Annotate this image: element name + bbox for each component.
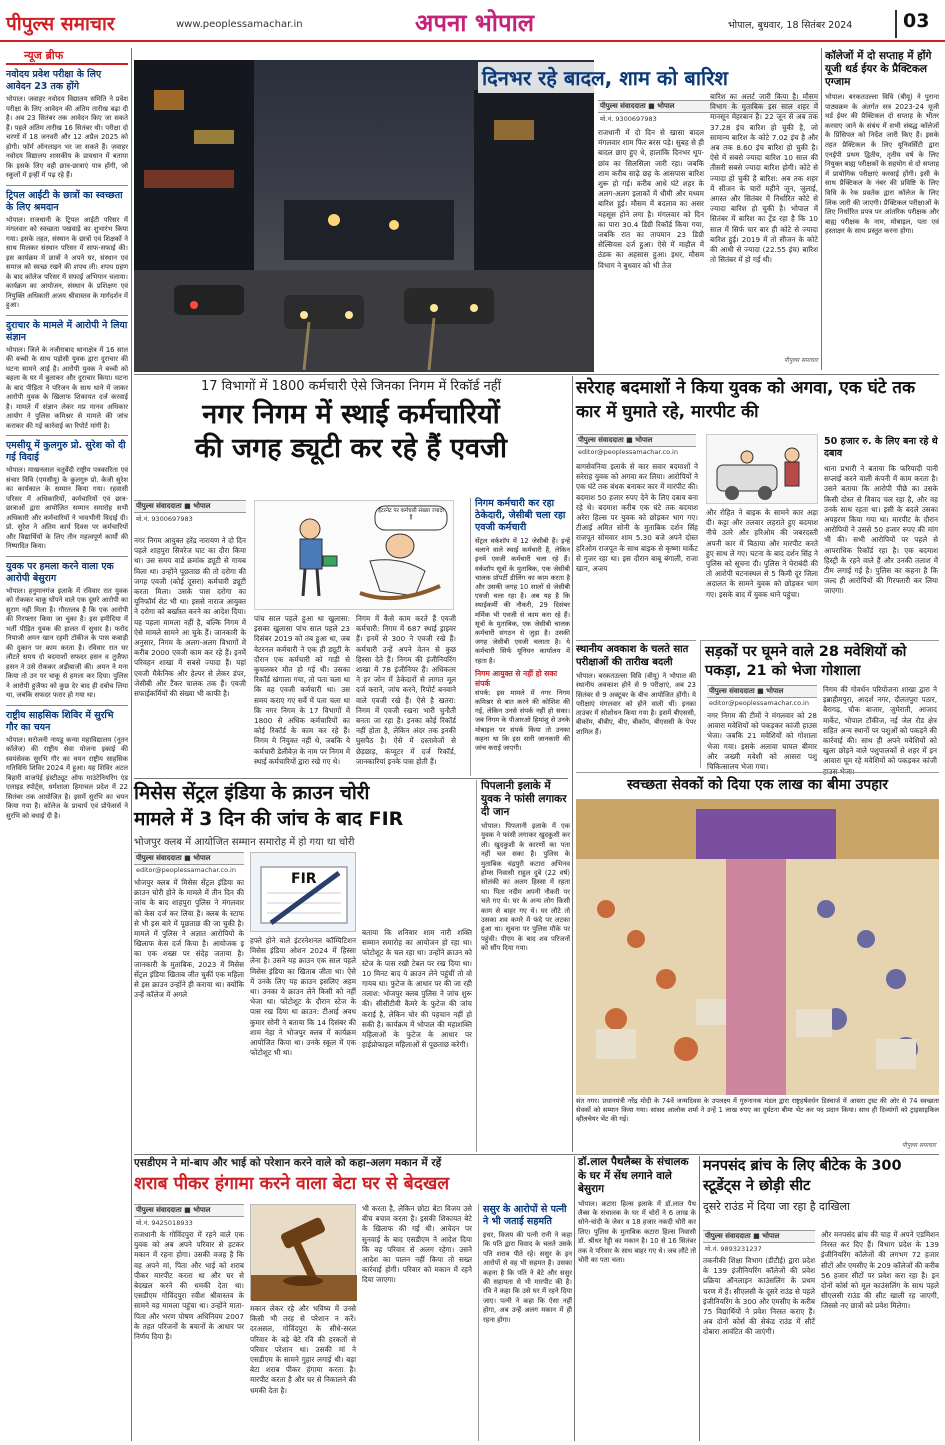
crown-byline: पीपुल्स संवाददाता ■ भोपाल (134, 852, 244, 865)
brief-item (6, 69, 128, 181)
rain-night-photo (134, 60, 594, 372)
crown-headline-2: मामले में 3 दिन की जांच के बाद FIR (134, 808, 404, 830)
holiday-article (576, 640, 696, 768)
weather-article (598, 92, 818, 370)
drunk-son-col-3: भी करता है, लेकिन छोटा बेटा विजय उसे बीच बचाव करता है। इसकी शिकायत बेटे के खिलाफ की गई थी। आवेदन पर सुनवाई के बाद एसडीएम ने आदेश दिया कि वह परिवार से अलग रहेगा। उसने आदेश का पालन नहीं किया तो सख्त कार्रवाई होगी। परिवार को मकान में रहने दिया जाएगा। (362, 1204, 472, 1285)
brief-title: नवोदय प्रवेश परीक्षा के लिए आवेदन 23 तक होंगे (6, 69, 102, 92)
brief-body: भोपाल। सरोजनी नायडू कन्या महाविद्यालय (नूतन कॉलेज) की राष्ट्रीय सेवा योजना इकाई की स्वयंसेवक सुरभि गौर का चयन राष्ट्रीय साहसिक गतिविधि शिविर 2024 में हुआ। यह शिविर अटल बिहारी वाजपेई इंस्टीट्यूट ऑफ माउंटेनियरिंग एंड एलाइड स्पोर्ट्स, धर्मशाला हिमाचल प्रदेश में 22 सितंबर तक आयोजित है। इसमें सुरभि का चयन किया गया है। कॉलेज के प्राचार्य एवं प्रोफेसर्स ने सुरभि को बधाई दी है। (6, 735, 128, 820)
brief-item (6, 705, 128, 822)
brief-body: भोपाल। हनुमानगंज इलाके में रविवार रात युवक को रोककर चाकू घोंपने वाले एक दूसरे आरोपी का सुराग नहीं मिला है। गौरतलब है कि एक आरोपी की गिरफ्तार किया जा चुका है। इस हमीदिया में भर्ती पीड़ित युवक की हालत में सुधार है। फरोद नियाजी अमन खान रहमी टॉकीज के पास कबाड़ी की दुकान पर काम करता है। रविवार रात घर लौटते समय दो बदमाशों सफदर हसन व तुजैफा हसन ने उसे रोककर अड़ीबाजी की। अमन ने मना किया तो उन पर चाकू से हमला कर दिया। पुलिस ने आरोपी हुजैफा को कुछ देर बाद ही दबोच लिया था, जबकि सफदर फरार हो गया था। (6, 586, 128, 699)
crown-subhead: भोजपुर क्लब में आयोजित सम्मान समारोह में हो गया था चोरी (134, 837, 355, 848)
holiday-headline: स्थानीय अवकाश के चलते सात परीक्षाओं की तारीख बदली (576, 644, 689, 668)
exam-headline: कॉलेजों में दो सप्ताह में होंगे यूजी थर्ड ईयर के प्रैक्टिकल एग्जाम (825, 50, 932, 88)
gavel-graphic (250, 1204, 356, 1300)
news-brief-tag: न्यूज ब्रीफ (6, 48, 128, 65)
page-number: 03 (895, 10, 939, 38)
cartoon (254, 500, 454, 610)
cattle-byline: पीपुल्स संवाददाता ■ भोपाल (707, 685, 817, 698)
in-law-headline: ससुर के आरोपों से पत्नी ने भी जताई सहमति (483, 1204, 567, 1227)
brief-item (6, 185, 128, 311)
jcb-sidebar (470, 498, 570, 776)
crown-headline-1: मिसेस सेंट्रल इंडिया के क्राउन चोरी (134, 782, 370, 804)
crowd-illustration (576, 799, 939, 1095)
brief-body: भोपाल। माखनलाल चतुर्वेदी राष्ट्रीय पत्रकारिता एवं संचार विवि (एमसीयू) के कुलगुरु प्रो. केजी सुरेश का कार्यकाल के सम्मान किया गया। रहवासी परिसर में अधिकारियों, कर्मचारियों एवं छात्र-छात्राओं द्वारा आयोजित सम्मान समारोह सभी अधिकारी और कर्मचारियों ने भावभीनी विदाई दी। प्रो. सुरेश ने अंतिम कार्य दिवस पर कर्मचारियों और विद्यार्थियों के लिए तीन महत्वपूर्ण कार्यों की निष्पादित किया। (6, 466, 128, 550)
crown-email: editor@peoplessamachar.co.in (136, 866, 236, 874)
drunk-son-col-2: मकान लेकर रहे और भविष्य में उनसे किसी भी तरह से परेशान न करें। दरअसल, गोविंदपुरा के सीधे-सरल परिवार के बड़े बेटे रवि की हरकतों से परिवार परेशान था। उसकी मां ने एसडीएम के सामने गुहार लगाई थी। बड़ा बेटा शराब पीकर हंगामा करता है। मारपीट करता है और घर से निकालने की धमकी देता है। (250, 1304, 356, 1395)
btech-col-2: और मनपसंद ब्रांच की चाह में अपने एडमिशन निरस्त कर दिए हैं। विभाग प्रदेश के 139 इंजीनियरिंग कॉलेजों की लगभग 72 हजार सीटों और एमसीए के 209 कॉलेजों की करीब 56 हजार सीटों पर प्रवेश करा रहा है। इन दोनों कोर्स को मूल काउंसलिंग के साथ पहले सीएलसी राउंड की सीट खाली रह जाएगी, जिससे नए छात्रों को प्रवेश मिलेगा। (821, 1230, 939, 1311)
masthead (0, 0, 945, 42)
news-brief-column (6, 48, 128, 1441)
weather-photo-credit: पीपुल्स समाचार (783, 357, 818, 364)
brief-item (6, 556, 128, 701)
nagar-nigam-col-3: निगम में कैसे काम करते हैं एवजी कर्मचारी: निगम में 687 स्थाई ड्राइवर हैं। इनमें से 300 ने एवजी रखे हैं। कर्मचारी उन्हें अपने वेतन से कुछ हिस्सा देते हैं। निगम की इंजीनियरिंग शाखा में 78 इंजीनियर हैं। अधिकतर ने हर जोन में ठेकेदारों से लागत मूल दर्ज कराने, जांच करने, रिपोर्ट बनवाने वाले एवजी रखे हैं। ऐसे है खतरा: निगम में एवजी रखना भारी चुनौती बनता जा रहा है। इनका कोई रिकॉर्ड नहीं होता है, लेकिन अंदर तक इनकी घुसपैठ है। ऐसे में दस्तावेजों से छेड़छाड़, कंप्यूटर में दर्ज रिकॉर्ड, जानकारियां इनके पास होती हैं। (356, 614, 456, 766)
btech-phone: मो.नं. 9893231237 (705, 1245, 762, 1253)
drunk-son-article (134, 1156, 474, 1441)
brief-title: दुराचार के मामले में आरोपी ने लिया संज्ञान (6, 319, 128, 343)
cartoon-speech: ईंटरनेट पर कर्मचारी संख्या ज्यादा है (378, 508, 444, 521)
kidnap-byline: पीपुल्स संवाददाता ■ भोपाल (576, 434, 696, 447)
btech-byline: पीपुल्स संवाददाता ■ भोपाल (703, 1230, 815, 1243)
brief-title: युवक पर हमला करने वाला एक आरोपी बेसुराग (6, 560, 114, 584)
swachh-headline: स्वच्छता सेवकों को दिया एक लाख का बीमा उपहार (626, 777, 889, 793)
drunk-son-col-1: राजधानी के गोविंदपुरा में रहने वाले एक युवक को अब अपने परिवार से हटकर मकान में रहना होगा। उसकी वजह है कि वह अपने मां, पिता और भाई को शराब पीकर मारपीट करता था और घर से बेदखल करने की धमकी देता था। एसडीएम गोविंदपुरा रवीश श्रीवास्तव के सामने यह मामला पहुंचा था। उन्होंने माता-पिता और भरण पोषण अधिनियम 2007 के तहत परिजनों के बयानों के आधार पर निर्णय दिया है। (134, 1230, 244, 1342)
jcb-body: सेंट्रल वर्कशॉप में 12 जेसीबी हैं। इन्हें चलाने वाले स्थाई कर्मचारी हैं, लेकिन इनमें एवजी कर्मचारी चला रहे हैं। वर्कशॉप सूत्रों के मुताबिक, एक जेसीबी चालक प्रॉपर्टी डीलिंग का काम करता है और उसकी जगह 10 सालों से जेसीबी एवजी चला रहा है। अब यह है कि स्थाईकर्मी की नौकरी, 29 दिसंबर मर्मिक भी एवजी से काम करा रहे हैं। सूत्रों के मुताबिक, एक जेसीबी चालक कर्मचारी संगठन से जुड़ा है। उसकी जगह जेसीबी एवजी चलाता है। ये कर्मचारी सिर्फ यूनियन कार्यालय में रहता है। (475, 537, 570, 665)
hang-body: भोपाल। पिपलानी इलाके में एक युवक ने फांसी लगाकर खुदकुशी कर ली। खुदकुशी के कारणों का पता नहीं चल सका है। पुलिस के मुताबिक चंद्रपुरी कटारा अभिनव होम्स निवासी राहुल दुबे (22 वर्ष) सोलंकी का अलग हिस्सा में रहता था। पिता नदीम अपनी नौकरी पर चले गए थे। घर के अन्य लोग किसी काम से बाहर गए थे। घर लौटे तो उसका शव कमरे में फंदे पर लटका हुआ था। सूचना पर पुलिस मौके पर पहुंची। पीएम के बाद शव परिजनों को सौंप दिया गया। (481, 822, 570, 953)
jcb-headline: निगम कर्मचारी कर रहा ठेकेदारी, जेसीबी चला रहा एवजी कर्मचारी (475, 498, 566, 533)
weather-headline: दिनभर रहे बादल, शाम को बारिश (478, 62, 818, 93)
kidnap-col-1: बागसेवनिया इलाके से कार सवार बदमाशों ने सरेराह युवक को अगवा कर लिया। आरोपियों ने एक घंटे तक बंधक बनाकर कार में मारपीट की। बदमाश 50 हजार रुपए देने के लिए दबाव बना रहे थे। बदमाश करीब एक घंटे तक बदमाश अरेरा हिल्स पर युवक को छोड़कर भाग गए। टीआई अमित सोनी के मुताबिक दर्शन सिंह राजपूत सोमवार शाम 5.30 बजे अपने दोस्त हरिओम राजपूत के साथ बाइक से कृष्णा मार्केट से गुजर रहा था। इस दौरान बाबू बंगाली, राजा खान, अजय (576, 462, 698, 574)
cattle-col-2: निगम की गोवर्धन परियोजना शाखा द्वारा ने इब्राहीमपुरा, आदर्श नगर, दौलतपुरा पठार, बैरागढ़, चौक बाजार, जुमेराती, आजाद मार्केट, भोपाल टॉकीज, नई जेल रोड क्षेत्र सहित अन्य स्थानों पर पशुओं को पकड़ने की कार्रवाई की। साथ ही अपने मवेशियों को खुला छोड़ने वाले पशुपालकों से शहर में इन आवारा घूम रहे मवेशियों को पकड़कर कांजी हाउस भेजा। (823, 685, 937, 776)
brief-title: ट्रिपल आईटी के छात्रों का स्वच्छता के लिए श्रमदान (6, 189, 123, 213)
crown-col-2: हफ्ते होने वाले इंटरनेशनल कॉम्पिटिशन मिसेस इंडिया ओशन 2024 में हिस्सा लेना है। उसने यह क्राउन एक साल पहले मिसेस इंडिया का खिताब जीता था। ऐसे में उनके लिए यह क्राउन इसलिए अहम था। उनका ये क्राउन लेने किसी को नहीं भेजा था। फोटोशूट के दौरान स्टेज के पास रख दिया था क्राउन: टीआई अवध कुमार सोनी ने बताया कि 14 दिसंबर की शाम नेहा ने भोजपुर क्लब में कार्यक्रम आयोजित किया था। उनके स्कूल में एक फोटोशूट भी था। (250, 936, 356, 1058)
drunk-son-phone: मो.नं. 9425018933 (136, 1219, 193, 1227)
brief-title: एमसीयू में कुलगुरु प्रो. सुरेश को दी गई विदाई (6, 440, 126, 463)
drunk-son-byline: पीपुल्स संवाददाता ■ भोपाल (134, 1204, 244, 1217)
nagar-nigam-col-2: पांच साल पहले हुआ था खुलासा: इसका खुलासा पांच साल पहले 23 दिसंबर 2019 को तब हुआ था, जब वेटरनल कर्मचारी ने एक ही ड्यूटी के दौरान एक कर्मचारी को गाड़ी से कुचलकर मौत हो गई थी। उसका रिकॉर्ड खंगाला गया, तो पता चला था कि वह एवजी कर्मचारी था। उस समय कराए गए सर्वे में पता चला था कि नगर निगम के 17 विभागों में 1800 से अधिक कर्मचारियों का कोई रिकॉर्ड के काम कर रहे हैं। निगम मे नियुक्त नहीं थे, जबकि ये कर्मचारी डेलीवेज़ के नाम पर निगम में स्थाई कर्मचारियों द्वारा रखे गए थे। (254, 614, 350, 766)
btech-article (703, 1156, 939, 1441)
kidnap-subhead: 50 हजार रु. के लिए बना रहे थे दबाव (824, 436, 938, 459)
nagar-nigam-byline: पीपुल्स संवाददाता ■ भोपाल (134, 500, 246, 513)
doctor-burglary-body: भोपाल। कटारा हिल्स इलाके में डॉ.लाल पैथ लैब्स के संचालक के घर में चोरों ने 6 लाख के सोने-चांदी के जेवर व 18 हजार नकदी चोरी कर लिए। पुलिस के मुताबिक कटारा हिल्स निवासी डॉ. श्रीधर रेड्डी का मकान है। 10 से 16 सितंबर तक वे परिवार के साथ बाहर गए थे। जब लौटे तो चोरी का पता चला। (578, 1199, 697, 1264)
nagar-nigam-phone: मो.नं. 9300697983 (136, 515, 193, 523)
cattle-col-1: नगर निगम की टीमों ने मंगलवार को 28 आवारा मवेशियों को पकड़कर कांजी हाउस भेजा। जबकि 21 मवेशियों को गोशाला भेजा गया। इसके अलावा घायल बीमार और जख्मी मवेशी को आसरा पशु चिकित्सालय भेजा गया। (707, 711, 817, 772)
hang-article (476, 780, 570, 1152)
fir-graphic (250, 852, 356, 932)
exam-article (825, 50, 939, 370)
nagar-nigam-col-1: नगर निगम आयुक्त हरेंद्र नारायण ने दो दिन पहले शाहपुरा सिवरेज घाट का दौरा किया था। उस समय वार्ड क्रमांक ड्यूटी से गायब मिला था। उन्होंने पूछताछ की तो दरोगा की जगह एवजी (कोई दूसरा) कर्मचारी ड्यूटी करता मिला। उसके पास दरोगा का यूनिफॉर्म सेट भी था। इससे नाराज आयुक्त ने दरोगा को बर्खास्त करने का आदेश दिया। यह पहला मामला नहीं है, बल्कि निगम में ऐसे मामले सामने आ चुके हैं। जानकारी के अनुसार, निगम के अलग-अलग विभागों में करीब 2000 एवजी काम कर रहे हैं। इनमें परिवहन शाखा में सबसे ज्यादा हैं। यहां एवजी मैकेनिक और हेल्पर से लेकर डंपर, जेसीबी और टैंकर चालक तक हैं। एवजी सफाईकर्मियों की संख्या भी काफी है। (134, 536, 246, 699)
brief-item (6, 315, 128, 432)
nagar-nigam-kicker: 17 विभागों में 1800 कर्मचारी ऐसे जिनका निगम में रिकॉर्ड नहीं (200, 379, 502, 394)
jcb-subhead: निगम आयुक्त से नहीं हो सका संपर्क (475, 668, 558, 688)
crown-col-1: भोजपुर क्लब में मिसेस सेंट्रल इंडिया का क्राउन चोरी होने के मामले में तीन दिन की जांच के बाद शाहपुरा पुलिस ने मंगलवार को केस दर्ज कर लिया है। क्लब के स्टाफ से भी इस बारे में पूछताछ की जा चुकी है। मामले में पुलिस ने अज्ञात आरोपियों के खिलाफ केस दर्ज किया है। आयोजक इ का एक शख्स पर संदेह जताया है। जानकारी के मुताबिक, 2023 में मिसेस सेंट्रल इंडिया खिताब जीत चुकीं एक महिला से इस क्राउन उन्होंने ही कराया था। क्योंकि उन्हें कॉलेज में अगले (134, 878, 244, 1000)
kidnap-headline: सरेराह बदमाशों ने किया युवक को अगवा, एक घंटे तक कार में घुमाते रहे, मारपीट की (576, 378, 916, 422)
weather-col-1: राजधानी में दो दिन से खासा बादल मंगलवार शाम फिर बरस पड़े। सुबह से ही बादल छाए हुए थे, हालांकि दिनभर धूप-छांव का सिलसिला जारी रहा। जबकि शाम करीब साढ़े छह के आसपास बारिश शुरू हो गई। करीब आधे घंटे शहर के अलग-अलग इलाकों में धीमी और मध्यम बारिश हुई। मौसम में बदलाव का असर महसूस होने लगा है। मंगलवार को दिन का पारा 30.4 डिग्री रिकॉर्ड किया गया, जबकि रात का तापमान 23 डिग्री सेल्सियस दर्ज हुआ। ऐसे में माहौल में ठंडक का अहसास हुआ। इधर, मौसम विभाग ने बुधवार को भी तेज (598, 128, 704, 270)
nagar-nigam-headline-2: की जगह ड्यूटी कर रहे हैं एवजी (194, 433, 508, 464)
fir-label: FIR (291, 871, 317, 887)
weather-col-2: बारिश का अलर्ट जारी किया है। मौसम विभाग के मुताबिक इस साल शहर में मानसून मेहरबान है। 22 जून से अब तक 37.28 इंच बारिश हो चुकी है, जो सामान्य बारिश के कोटे 7.02 इंच है और अब तक 8.60 इंच बारिश हो चुकी है। ऐसे में सबसे ज्यादा बारिश 10 साल की तीसरी सबसे ज्यादा बारिश होगी। कोटे से ज्यादा हो चुकी है बारिश: अब तक शहर में सीजन के चारों महीने जून, जुलाई, अगस्त और सितंबर में निर्धारित कोटे से ज्यादा बारिश हो चुकी है। भोपाल में सितंबर में बारिश का ट्रेंड रहा है कि 10 साल में सिर्फ चार बार ही कोटे से ज्यादा बारिश हुई। 2019 में तो सीजन के कोटे की आधी से ज्यादा (22.55 इंच) बारिश तो सितंबर में हो गई थी। (710, 92, 818, 265)
dateline: भोपाल, बुधवार, 18 सितंबर 2024 (728, 20, 853, 31)
swachh-caption: संत नगर। प्रधानमंत्री नरेंद्र मोदी के 74वें जन्मदिवस के उपलक्ष्य में गुरुनानक मंडल द्वारा राष्ट्रहर्षवर्धन डिस्चार्ज में आसरा ट्रस्ट की ओर से 74 स्वच्छता सेवकों को सम्मान किया गया। सांसद आलोक शर्मा ने उन्हें 1 लाख रुपए का दुर्घटना बीमा भेंट कर पद प्रदान किया। साथ ही दिव्यांगों को ट्राइसाइकिल व्हीलचेयर भेंट की गई। (576, 1097, 940, 1123)
brief-body: भोपाल। जवाहर नवोदय विद्यालय समिति ने प्रवेश परीक्षा के लिए आवेदन की अंतिम तारीख बढ़ा दी है। अब 23 सितंबर तक आवेदन किए जा सकते हैं। पहले अंतिम तारीख 16 सितंबर थी। परीक्षा दो चरणों में 18 जनवरी और 12 अप्रैल 2025 को होगी। फॉर्म ऑनलाइन भर जा सकते हैं। जवाहर नवोदय विद्यालय शासकीय के प्रावधान में बताया कि इसके लिए वही छात्र-छात्राएं पात्र होंगी, जो स्कूलों में इन्हीं में पढ़ रहे हैं। (6, 95, 128, 179)
kidnap-col-2: और रोहित ने बाइक के सामने कार अड़ा दी। कट्टा और तलवार लहराते हुए बदमाश नीचे उतरे और हरिओम की जबरदस्ती अपनी कार में बिठाया और मारपीट करते हुए साथ ले गए। घटना के बाद दर्शन सिंह ने पुलिस को सूचना दी। पुलिस ने घेराबंदी की तो आरोपी घटनास्थल से 5 किमी दूर जिला अदालत के सामने युवक को छोड़कर भाग गए। इसके बाद में युवक थाने पहुंचा। (706, 508, 818, 599)
swachh-article (576, 772, 939, 1152)
crown-col-3: बताया कि शनिवार शाम नारी शक्ति सम्मान समारोह का आयोजन हो रहा था। फोटोशूट के चल रहा था। उन्होंने क्राउन को स्टेज के पास रखी टेबल पर रख दिया था। 10 मिनट बाद ये क्राउन लेने पहुंचीं तो वो गायब था। फुटेज के आधार पर की जा रही तलाश: भोजपुर क्लब पुलिस ने जांच शुरू की। सीसीटीवी कैमरे के फुटेज की जांच कराई है, लेकिन चोर की पहचान नहीं हो सकी है। कार्यक्रम में भोपाल की महाशक्ति महिलाओं के फुटेज के आधार पर हाईप्रोफाइल महिलाओं से पूछताछ करेगी। (362, 928, 472, 1050)
brief-body: भोपाल। जिले के नजीराबाद थानाक्षेत्र में 16 साल की बच्ची के साथ पड़ोसी युवक द्वारा दुराचार की घटना सामने आई है। आरोपी युवक ने बच्ची को बहला के घर में बुलाकर और दुराचार किया। घटना के बाद पीड़िता ने परिजन के साथ थाने में जाकर आरोपी युवक के खिलाफ शिकायत दर्ज करवाई है। मामले में संज्ञान लेकर मप्र मानव अधिकार आयोग ने पुलिस कमिश्नर से मामले की जांच कराकर की गई कार्रवाई का रिपोर्ट मांगी है। (6, 345, 128, 430)
kidnap-col-3: थाना प्रभारी ने बताया कि फरियादी पानी सप्लाई करने वाली कंपनी में काम करता है। उसने बताया कि आरोपी पीछे का उसके किसी दोस्त से विवाद चल रहा है, और वह उनके साथ रहता था। इसी के बदले उसका अपहरण किया गया था। मारपीट के दौरान आरोपियों ने उससे 50 हजार रुपए की मांग भी की। सभी आरोपियों पर पहले से आपराधिक रिकॉर्ड रहा है। एक बदमाश हिस्ट्री के रहने वाले हैं और उनकी तलाश में टीम लगाई गई है। पुलिस का कहना है कि जल्द ही आरोपियों की गिरफ्तारी कर लिया जाएगा। (824, 464, 938, 596)
drunk-son-kicker: एसडीएम ने मां-बाप और भाई को परेशान करने वाले को कहा-अलग मकान में रहें (134, 1157, 442, 1169)
doctor-burglary-article (578, 1156, 696, 1441)
holiday-body: भोपाल। बरकतउल्ला विवि (बीयू) ने भोपाल की स्थानीय अवकाश होने से 9 परीक्षाएं, अब 23 सितंबर से 9 अक्टूबर के बीच आयोजित होंगी। ये परीक्षाएं मंगलवार को होने वाली थीं। इनका ताउंबर में सोशोधन किया गया है। इसमें बीएससी, बीकॉम, बीबीए, बीए, बीकॉम, बीएससी के पेपर शामिल हैं। (576, 672, 696, 736)
in-law-sidebar (478, 1204, 572, 1441)
swachh-event-photo (576, 799, 939, 1095)
kidnap-email: editor@peoplessamachar.co.in (578, 448, 678, 456)
cattle-headline: सड़कों पर घूमने वाले 28 मवेशियों को पकड़ा, 21 को भेजा गोशाला (705, 644, 907, 679)
kidnap-illustration (707, 435, 819, 505)
hang-headline: पिपलानी इलाके में युवक ने फांसी लगाकर दी जान (481, 780, 567, 818)
jcb-sub-body: संपर्क: इस मामले में नगर निगम कमिश्नर से बात करने की कोशिश की गई, लेकिन उनसे संपर्क नहीं हो सका। जब निगम के पीआरओ हिमांशु से उनके मोबाइल पर संपर्क किया तो उनका कहना था कि इस सारी जानकारी की जांच कराई जाएगी। (475, 688, 570, 753)
btech-headline: मनपसंद ब्रांच के लिए बीटेक के 300 स्टूडेंट्स ने छोड़ी सीट (703, 1158, 902, 1194)
cattle-article (700, 640, 939, 776)
rain-street-illustration (134, 60, 594, 372)
nagar-nigam-headline-1: नगर निगम में स्थाई कर्मचारियों (202, 399, 500, 430)
brief-title: राष्ट्रीय साहसिक शिविर में सुरभि गौर का चयन (6, 709, 114, 733)
brief-item (6, 435, 128, 552)
btech-col-1: तकनीकी शिक्षा विभाग (डीटीई) द्वारा प्रदेश के 139 इंजीनियरिंग कॉलेजों की प्रवेश प्रक्रिया ऑनलाइन काउंसलिंग के प्रथम चरण में हैं। सीएलसी के दूसरे राउंड से पहले इंजीनियरिंग के 300 और एमसीए के करीब 75 विद्यार्थियों ने प्रवेश निरस्त कराए हैं। अब दोनों कोर्स की सेकंड राउंड में सीटें दोबारा आवंटित की जाएंगी। (703, 1256, 815, 1337)
crown-article (134, 780, 472, 1152)
doctor-burglary-headline: डॉ.लाल पैथलैब्स के संचालक के घर में सेंध लगाने वाले बेसुराग (578, 1156, 689, 1195)
in-law-body: इधर, विजय की पत्नी रानी ने कहा कि पति द्वारा विवाद के चलते उसके पति शराब पीते रहे। ससुर के इन आरोपों से वह भी सहमत है। उसका कहना है कि पति ने बेटे और ससुर की सहायता से भी मारपीट की है। रवि ने कहा कि उसे घर में रहने दिया जाए। पत्नी ने कहा कि ऐसा नहीं होगा, अब उन्हें अलग मकान में ही रहना होगा। (483, 1231, 572, 1324)
drunk-son-headline: शराब पीकर हंगामा करने वाला बेटा घर से बेदखल (134, 1174, 450, 1194)
btech-subhead: दूसरे राउंड में दिया जा रहा है दाखिला (703, 1200, 850, 1213)
fir-pen-icon (251, 853, 357, 933)
brief-body: भोपाल। राजधानी के ट्रिपल आईटी परिसर में मंगलवार को स्वच्छता पखवाड़े का शुभारंभ किया गया। इसके तहत, संस्थान के छात्रों एवं शिक्षकों ने साथ मिलकर संस्थान परिसर में साफ-सफाई की। इस कार्यक्रम में छात्रों ने अपने घर, संस्थान एवं समाज को स्वच्छ रखने की शपथ ली। शपथ ग्रहण के बाद कॉलेज परिसर में सफाई अभियान चलाया। कार्यक्रम का आयोजन, संस्थान के प्रशिक्षण एवं नियुक्ति अधिकारी अजय श्रीवास्तव के मार्गदर्शन में हुआ। (6, 215, 128, 309)
gavel-icon (251, 1205, 357, 1301)
exam-body: भोपाल। बरकतउल्ला विवि (बीयू) ने पुराना पाठ्यक्रम के अंतर्गत सत्र 2023-24 यूजी थर्ड ईयर की प्रैक्टिकल दो सप्ताह के भीतर करवाए जाने के संबंध में सभी संबद्ध कॉलेजों के प्रिंसिपल को निर्देश जारी किए हैं। इसके तहत प्रैक्टिकल के लिए यूनिवर्सिटी द्वारा एनईपी प्रथम द्वितीय, तृतीय वर्ष के लिए नियुक्त बाह्य परीक्षकों के सहयोग से दो सप्ताह में प्रायोगिक परीक्षाएं करवाई होंगी। इसी के साथ प्रैक्टिकल के नंबर की प्रविष्टि के लिए विधि के रेक प्रवर्तक द्वारा कॉलेज के लिए लिंक जारी की जाएगी। प्रैक्टिकल परीक्षाओं के लिए निर्धारित प्रपत्र पर आंतरिक परीक्षक और बाह्य परीक्षक के नाम, मोबाइल, पता एवं हस्ताक्षर के साथ प्रस्तुत करना होगा। (825, 93, 939, 236)
kidnap-article (576, 376, 939, 638)
weather-phone: मो.नं. 9300697983 (600, 115, 657, 123)
newspaper-logo[interactable]: पीपुल्स समाचार (6, 13, 115, 35)
kidnap-cartoon (706, 434, 818, 504)
weather-byline: पीपुल्स संवाददाता ■ भोपाल (598, 100, 818, 113)
cattle-email: editor@peoplessamachar.co.in (709, 699, 809, 707)
swachh-photo-credit: पीपुल्स समाचार (901, 1142, 936, 1149)
site-url[interactable]: www.peoplessamachar.in (176, 19, 303, 30)
section-title: अपना भोपाल (415, 9, 535, 37)
